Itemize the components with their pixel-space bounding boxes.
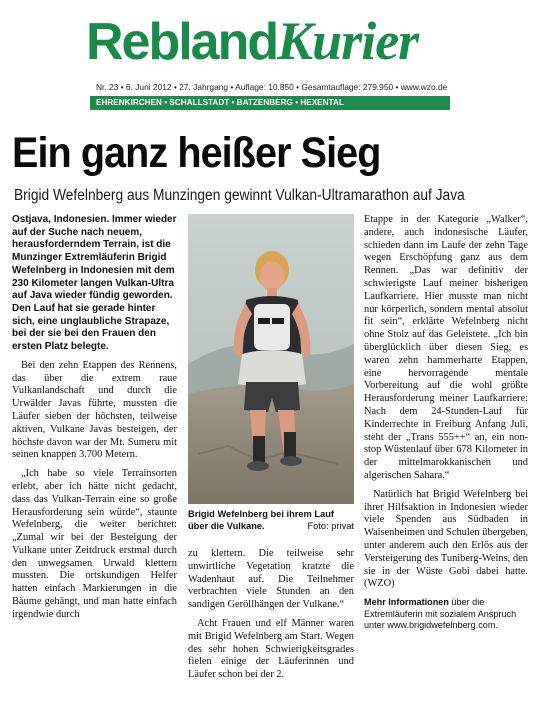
article-paragraph: Etappe in der Kategorie „Walker“, andere, auch indonesische Läufer, schieden dann im Laufe der zehn Tage wegen Erschöpfung ganz aus dem Rennen. „Das war definitiv der schwierigste Lauf meiner bisherigen Laufkarriere. Hier musste man nicht nur körperlich, sondern mental absolut fit sein“, erklärte Wefelnberg nicht ohne Stolz auf das Geleistete. „Ich bin überglücklich über diesen Sieg, es waren zehn hammerharte Etappen, eine hervorragende mentale Vorbereitung auf die wohl größte Herausforderung meiner Laufkarriere: Nach dem 24-Stunden-Lauf für Kinderrechte in Freiburg Anfang Juli, steht der „Trans 555++“ an, ein non-stop Wüstenlauf über 678 Kilometer in der mittelmarokkanischen und algerischen Sahara.“ [364, 214, 528, 481]
more-info-text: über die Extremläuferin mit sozialem Anspruch unter www.brigidwefelnberg.com. [364, 597, 517, 631]
newspaper-logo [86, 10, 418, 72]
more-info-box [364, 597, 528, 632]
article-paragraph: Bei den zehn Etappen des Rennens, das über die extrem raue Vulkanlandschaft und durch die Urwälder Javas führte, mussten die Läufer sieben der höchsten, teilweise aktiven, Vulkane Javas besteigen, der höchste davon war der Mt. Sumeru mit seinen knappen 3.700 Metern. [12, 359, 177, 461]
article-subheadline: Brigid Wefelnberg aus Munzingen gewinnt Vulkan-Ultramarathon auf Java [14, 187, 465, 204]
article-lead: Ostjava, Indonesien. Immer wieder auf der Suche nach neuem, herausforderndem Terrain, ist die Munzinger Extremläuferin Brigid Wefelnberg in Indonesien mit dem 230 Kilometer langen Vulkan-Ultra auf Java wieder fündig geworden. Den Lauf hat sie gerade hinter sich, eine unglaubliche Strapaze, bei der sie bei den Frauen den ersten Platz belegte. [12, 214, 177, 353]
logo-kurier: Kurier [277, 11, 419, 71]
article-headline: Ein ganz heißer Sieg [12, 129, 381, 177]
article-column-1 [12, 214, 177, 704]
issue-info: Nr. 23 • 6. Juni 2012 • 27. Jahrgang • Auflage: 10.850 • Gesamtauflage: 279.950 • www.wzo.de [96, 82, 448, 92]
caption-text: Brigid Wefelnberg bei ihrem Lauf über die Vulkane. [188, 509, 335, 531]
logo-rebland: Rebland [86, 13, 278, 71]
runner-photo [188, 214, 354, 504]
photo-caption [188, 508, 354, 532]
article-column-3 [364, 214, 528, 704]
article-column-2 [188, 548, 354, 704]
more-info-label: Mehr Informationen [364, 597, 449, 608]
article-paragraph: Acht Frauen und elf Männer waren mit Brigid Wefelnberg am Start. Wegen des sehr hohen Schwierigkeitsgrades fielen einige der Läuferinnen und Läufer schon bei der 2. [188, 617, 354, 681]
region-bar: EHRENKIRCHEN • SCHALLSTADT • BATZENBERG • HEXENTAL [90, 96, 450, 110]
masthead [0, 0, 536, 118]
article-paragraph: „Ich habe so viele Terrainsorten erlebt, aber ich hätte nicht gedacht, dass das Vulkan-Terrain eine so große Herausforderung sein würde“, staunte Wefelnberg, die weiter berichtet: „Zumal wir bei der Besteigung der Vulkane unter Zeitdruck erstmal durch den unwegsamen Urwald klettern mussten. Die ortskundigen Helfer hatten einfach Markierungen in die Bäume gehängt, und man hatte einfach irgendwie durch [12, 468, 177, 620]
article-paragraph: Natürlich hat Brigid Wefelnberg bei ihrer Hilfsaktion in Indonesien wieder viele Spenden aus Südbaden in Waisenheimen und Schulen übergeben, unter anderem auch den Erlös aus der Versteigerung des Tuniberg-Weins, den sie in der Wüste Gobi dabei hatte. (WZO) [364, 488, 528, 590]
photo-credit: Foto: privat [307, 521, 354, 531]
article-paragraph: zu klettern. Die teilweise sehr unwirtliche Vegetation kratzte die Wadenhaut auf. Die Teilnehmer verbrachten viele Stunden an den sandigen Geröllhängen der Vulkane.“ [188, 548, 354, 611]
